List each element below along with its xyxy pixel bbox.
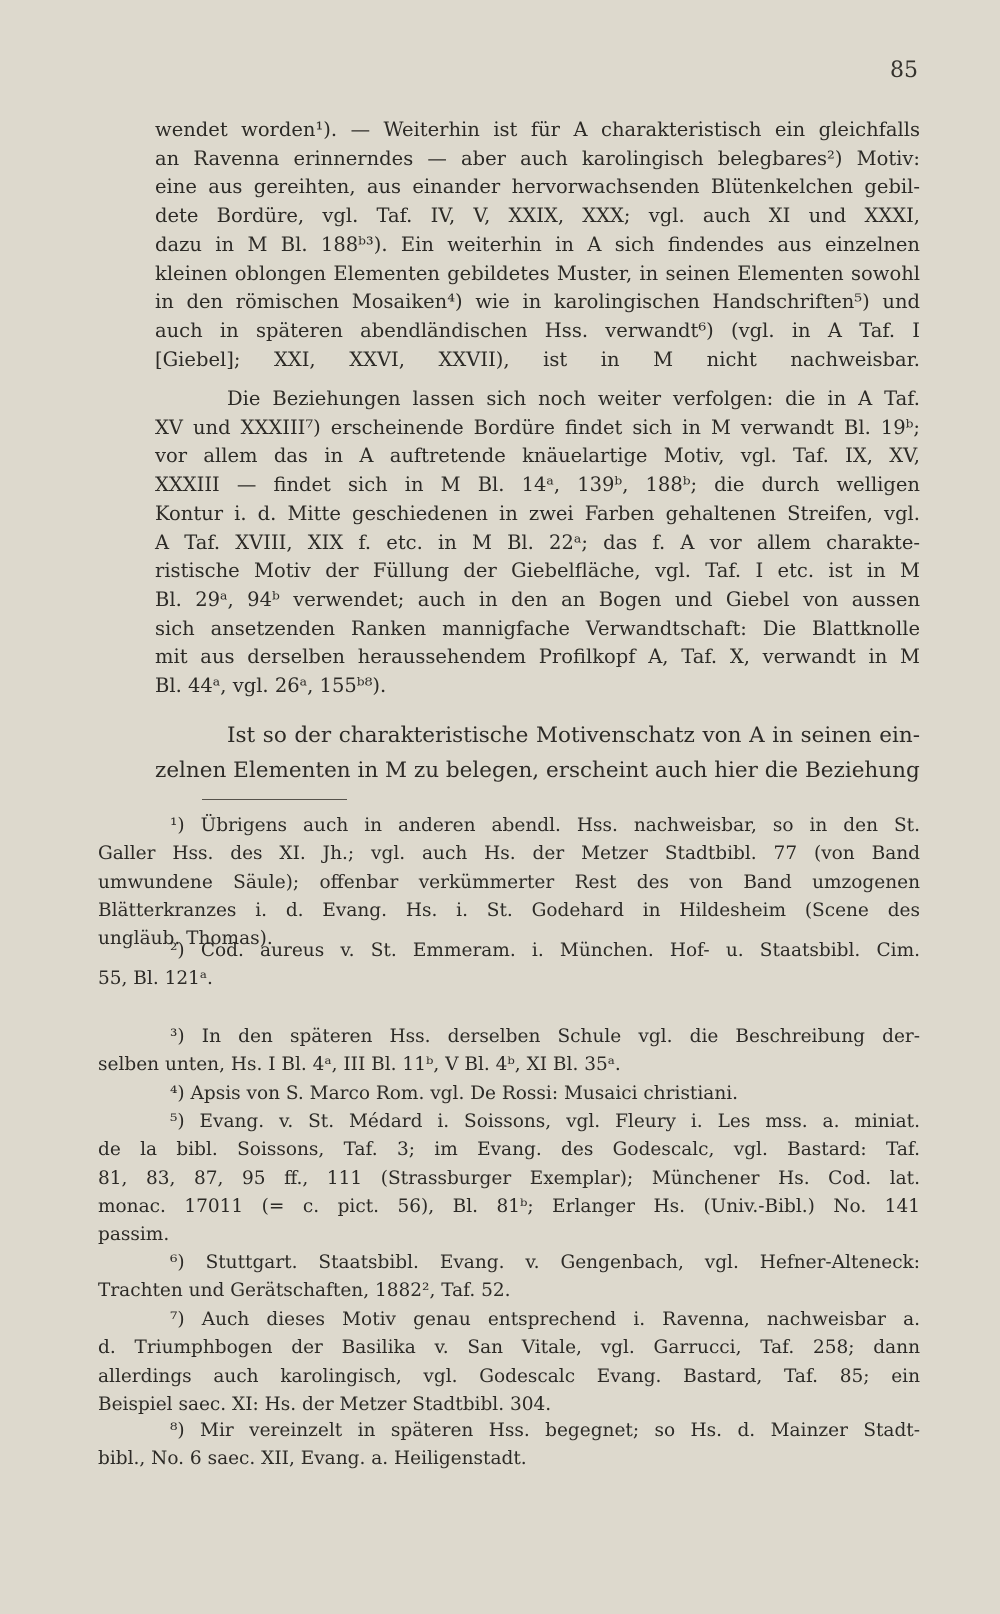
- text-line: XV und XXXIII⁷) erscheinende Bordüre findet sich in M verwandt Bl. 19ᵇ;: [155, 415, 920, 439]
- page-number: 85: [890, 58, 918, 83]
- footnote-line: umwundene Säule); offenbar verkümmerter Rest des von Band umzogenen: [98, 871, 920, 893]
- text-line: wendet worden¹). — Weiterhin ist für A charakteristisch ein gleichfalls: [155, 118, 920, 141]
- footnote-line: ¹) Übrigens auch in anderen abendl. Hss. nachweisbar, so in den St.: [170, 815, 920, 836]
- text-line: Bl. 29ᵃ, 94ᵇ verwendet; auch in den an Bogen und Giebel von aussen: [155, 587, 920, 611]
- footnote-line: ⁶) Stuttgart. Staatsbibl. Evang. v. Gengenbach, vgl. Hefner-Alteneck:: [170, 1252, 920, 1273]
- text-line: dazu in M Bl. 188ᵇ³). Ein weiterhin in A sich findendes aus einzelnen: [155, 232, 920, 256]
- text-line: Bl. 44ᵃ, vgl. 26ᵃ, 155ᵇ⁸).: [155, 674, 387, 698]
- text-line: auch in späteren abendländischen Hss. verwandt⁶) (vgl. in A Taf. I: [155, 318, 920, 342]
- footnote-line: allerdings auch karolingisch, vgl. Godescalc Evang. Bastard, Taf. 85; ein: [98, 1365, 920, 1387]
- footnote-line: ⁵) Evang. v. St. Médard i. Soissons, vgl. Fleury i. Les mss. a. miniat.: [170, 1111, 920, 1132]
- footnote-6: [98, 1249, 920, 1306]
- paragraph-2: [155, 385, 920, 701]
- footnote-line: Beispiel saec. XI: Hs. der Metzer Stadtbibl. 304.: [98, 1393, 552, 1415]
- footnote-7: [98, 1306, 920, 1419]
- text-line: vor allem das in A auftretende knäuelartige Motiv, vgl. Taf. IX, XV,: [155, 444, 920, 468]
- text-line: eine aus gereihten, aus einander hervorwachsenden Blütenkelchen gebil-: [155, 175, 920, 199]
- text-line: Kontur i. d. Mitte geschiedenen in zwei Farben gehaltenen Streifen, vgl.: [155, 501, 920, 525]
- footnote-line: ⁷) Auch dieses Motiv genau entsprechend i. Ravenna, nachweisbar a.: [170, 1309, 920, 1330]
- text-line: ristische Motiv der Füllung der Giebelfläche, vgl. Taf. I etc. ist in M: [155, 559, 920, 583]
- footnote-3: [98, 1023, 920, 1080]
- footnote-line: 55, Bl. 121ᵃ.: [98, 968, 213, 990]
- text-line: dete Bordüre, vgl. Taf. IV, V, XXIX, XXX; vgl. auch XI und XXXI,: [155, 204, 920, 228]
- footnote-line: ⁸) Mir vereinzelt in späteren Hss. begegnet; so Hs. d. Mainzer Stadt-: [170, 1420, 920, 1441]
- footnote-line: 81, 83, 87, 95 ff., 111 (Strassburger Exemplar); Münchener Hs. Cod. lat.: [98, 1167, 920, 1189]
- text-line: zelnen Elementen in M zu belegen, erscheint auch hier die Beziehung: [155, 758, 920, 783]
- text-line: sich ansetzenden Ranken mannigfache Verwandtschaft: Die Blattknolle: [155, 616, 920, 640]
- text-line: kleinen oblongen Elementen gebildetes Muster, in seinen Elementen sowohl: [155, 261, 920, 285]
- footnote-line: Blätterkranzes i. d. Evang. Hs. i. St. Godehard in Hildesheim (Scene des: [98, 899, 920, 921]
- footnote-line: ⁴) Apsis von S. Marco Rom. vgl. De Rossi: Musaici christiani.: [170, 1083, 739, 1104]
- footnote-8: [98, 1417, 920, 1474]
- footnote-line: Trachten und Gerätschaften, 1882², Taf. 52.: [98, 1280, 511, 1302]
- text-line: in den römischen Mosaiken⁴) wie in karolingischen Handschriften⁵) und: [155, 290, 920, 314]
- footnote-5: [98, 1108, 920, 1249]
- text-line: an Ravenna erinnerndes — aber auch karolingisch belegbares²) Motiv:: [155, 146, 920, 170]
- paragraph-3: [155, 718, 920, 788]
- footnote-line: ²) Cod. aureus v. St. Emmeram. i. München. Hof- u. Staatsbibl. Cim.: [170, 940, 920, 961]
- text-line: XXXIII — findet sich in M Bl. 14ᵃ, 139ᵇ, 188ᵇ; die durch welligen: [155, 473, 920, 497]
- footnote-line: passim.: [98, 1224, 170, 1246]
- footnote-2: [98, 937, 920, 994]
- footnote-line: de la bibl. Soissons, Taf. 3; im Evang. des Godescalc, vgl. Bastard: Taf.: [98, 1139, 920, 1161]
- text-line: A Taf. XVIII, XIX f. etc. in M Bl. 22ᵃ; das f. A vor allem charakte-: [155, 530, 920, 554]
- footnote-line: selben unten, Hs. I Bl. 4ᵃ, III Bl. 11ᵇ, V Bl. 4ᵇ, XI Bl. 35ᵃ.: [98, 1054, 621, 1076]
- text-line: Die Beziehungen lassen sich noch weiter verfolgen: die in A Taf.: [227, 387, 920, 410]
- footnote-line: monac. 17011 (= c. pict. 56), Bl. 81ᵇ; Erlanger Hs. (Univ.-Bibl.) No. 141: [98, 1195, 920, 1217]
- footnote-1: [98, 812, 920, 953]
- footnote-line: d. Triumphbogen der Basilika v. San Vitale, vgl. Garrucci, Taf. 258; dann: [98, 1337, 920, 1359]
- footnote-line: Galler Hss. des XI. Jh.; vgl. auch Hs. der Metzer Stadtbibl. 77 (von Band: [98, 843, 920, 865]
- footnote-separator: [202, 799, 347, 800]
- text-line: mit aus derselben heraussehendem Profilkopf A, Taf. X, verwandt in M: [155, 645, 920, 669]
- text-line: Ist so der charakteristische Motivenschatz von A in seinen ein-: [227, 723, 920, 748]
- footnote-line: ³) In den späteren Hss. derselben Schule vgl. die Beschreibung der-: [170, 1026, 920, 1047]
- text-line: [Giebel]; XXI, XXVI, XXVII), ist in M nicht nachweisbar.: [155, 347, 920, 371]
- footnote-line: bibl., No. 6 saec. XII, Evang. a. Heiligenstadt.: [98, 1448, 527, 1470]
- footnote-line: ungläub. Thomas).: [98, 928, 273, 950]
- paragraph-1: [155, 116, 920, 374]
- footnote-4: [98, 1080, 920, 1108]
